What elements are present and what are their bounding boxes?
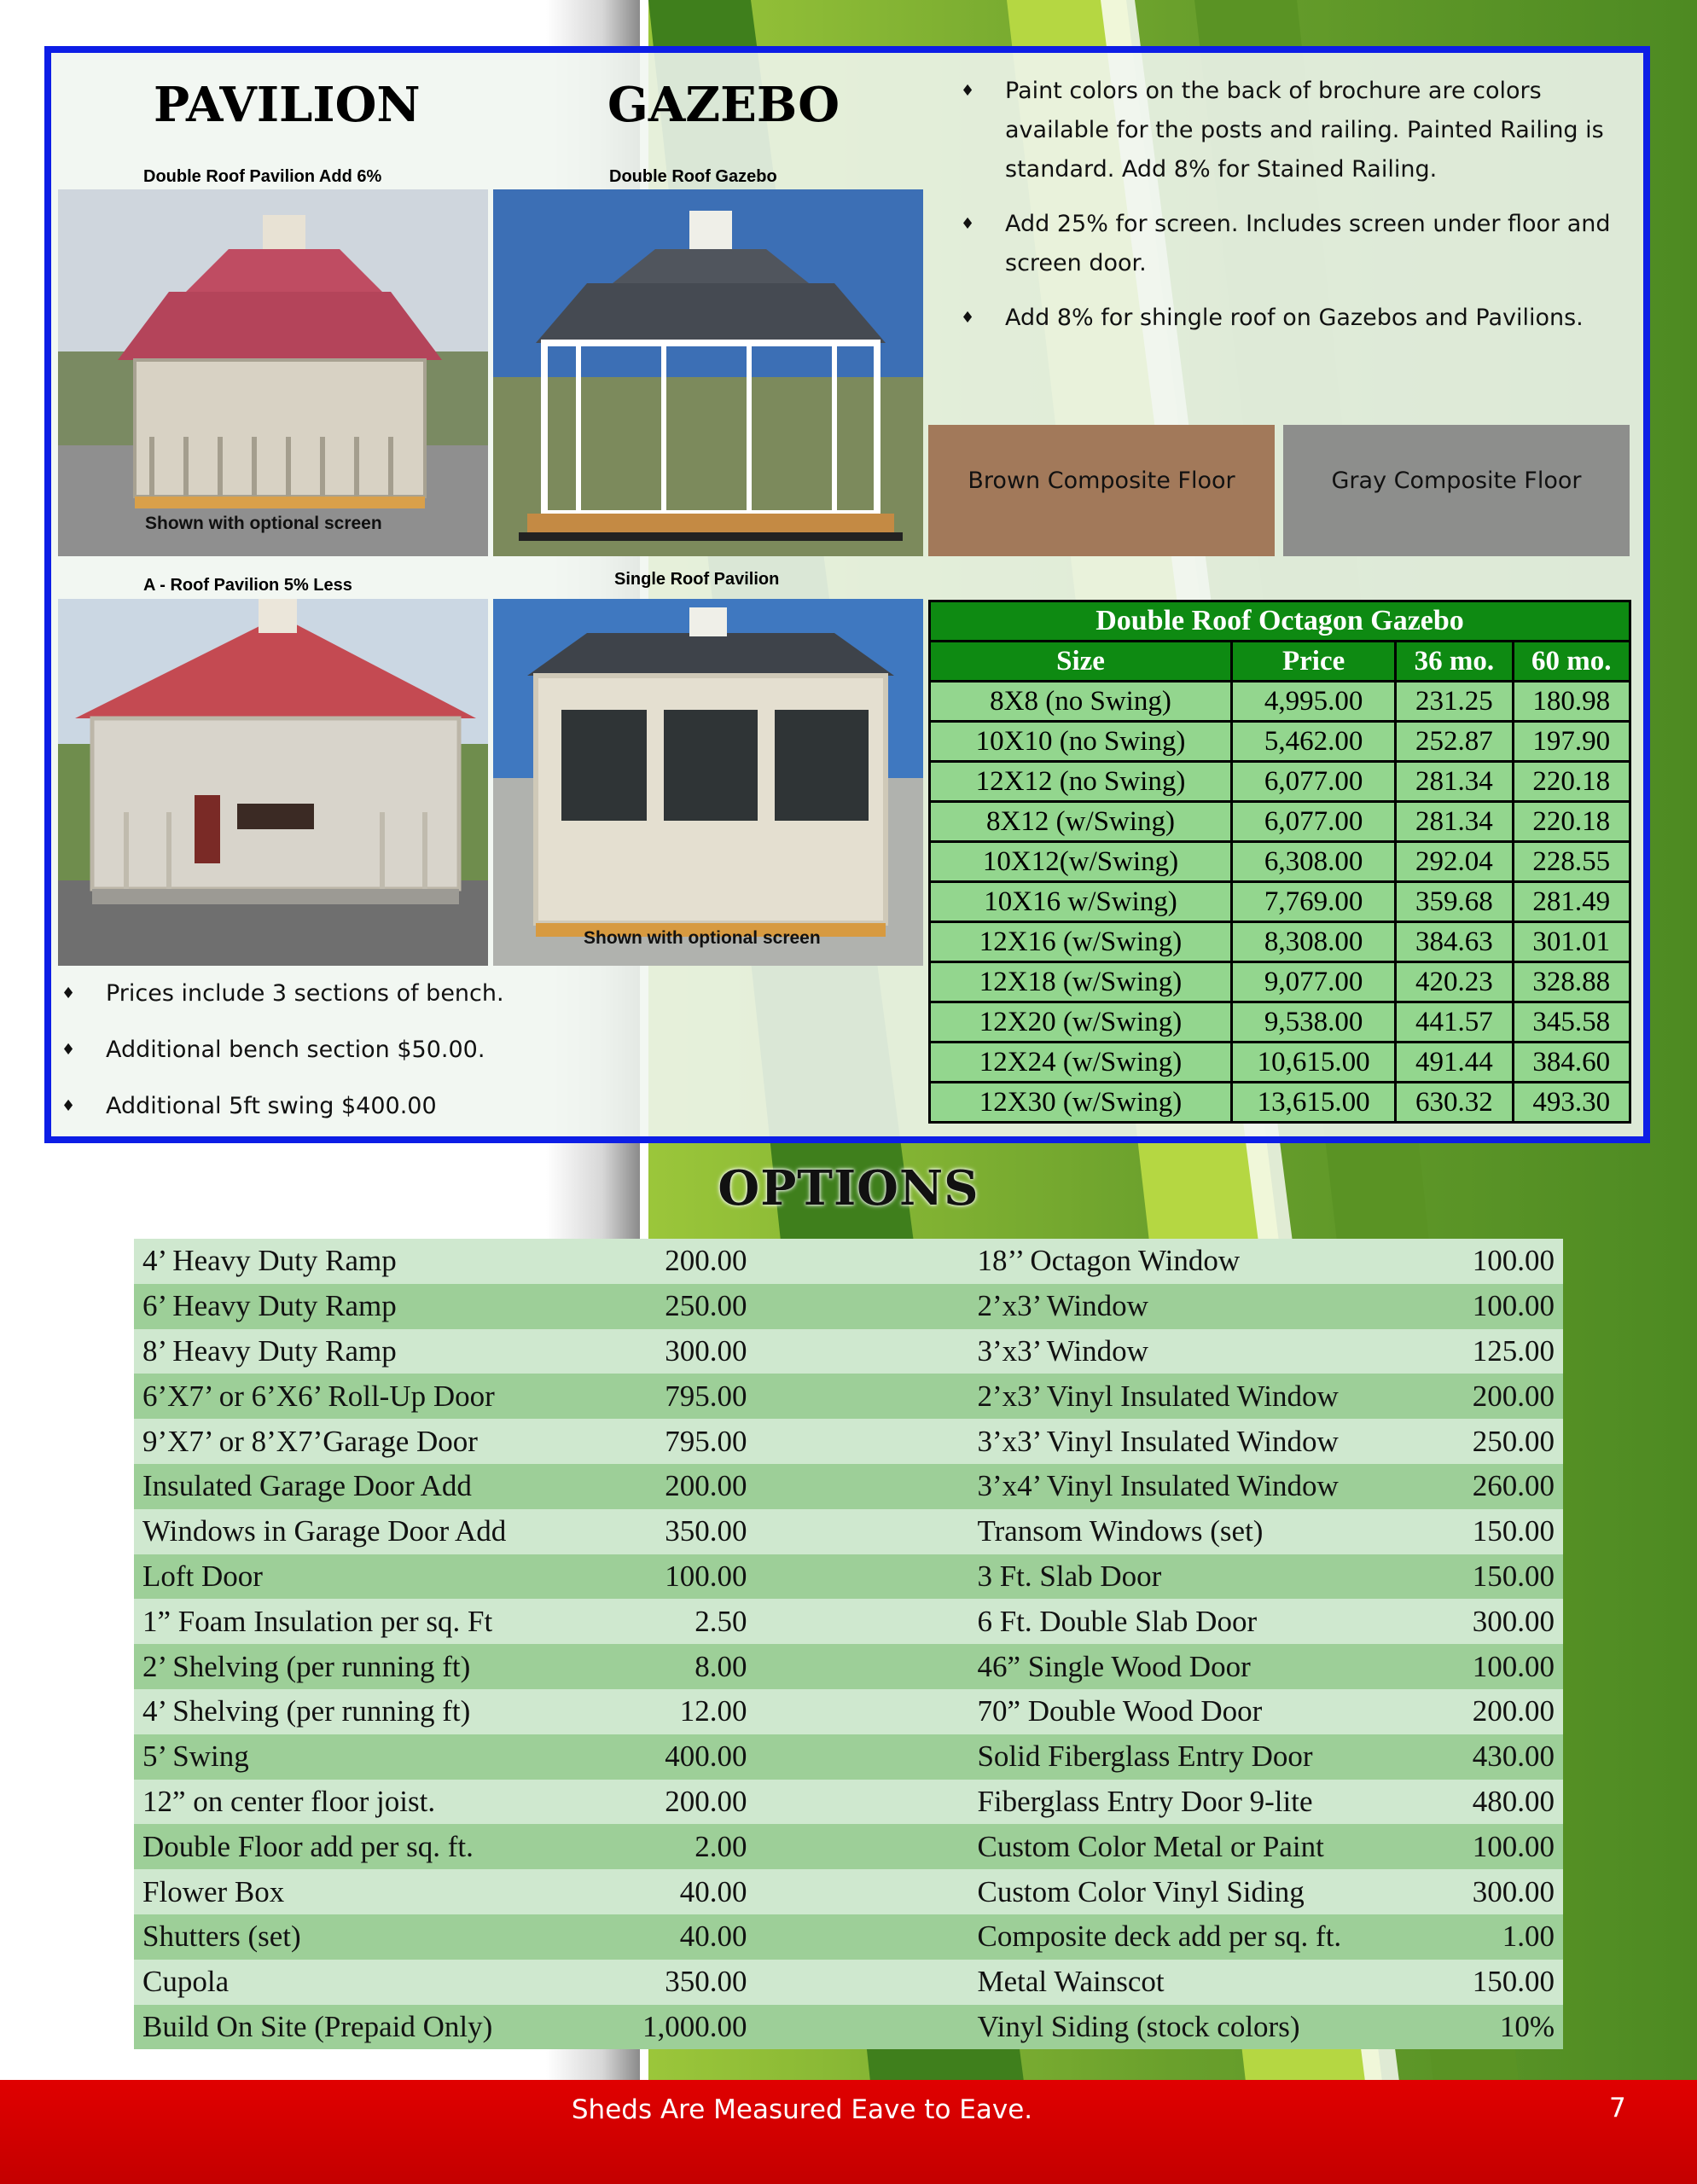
- diamond-bullet-icon: ♦: [961, 82, 975, 100]
- column-gap: [755, 1239, 968, 1284]
- option-price: 200.00: [605, 1239, 755, 1284]
- option-price: 12.00: [605, 1689, 755, 1734]
- option-price: 125.00: [1440, 1329, 1563, 1374]
- option-label: 6’ Heavy Duty Ramp: [134, 1284, 605, 1329]
- option-price: 8.00: [605, 1644, 755, 1689]
- diamond-bullet-icon: ♦: [61, 1041, 76, 1059]
- table-cell: 13,615.00: [1232, 1083, 1396, 1123]
- single-roof-pavilion-photo: [493, 599, 923, 966]
- option-label: 4’ Heavy Duty Ramp: [134, 1239, 605, 1284]
- a-roof-pavilion-photo: [58, 599, 488, 966]
- gazebo-price-table: [928, 600, 1631, 1124]
- bench-bullet: ♦ Prices include 3 sections of bench.: [61, 980, 504, 1007]
- column-gap: [755, 1464, 968, 1509]
- table-row: [930, 762, 1630, 802]
- table-cell: 5,462.00: [1232, 722, 1396, 762]
- option-price: 250.00: [605, 1284, 755, 1329]
- table-cell: 301.01: [1513, 922, 1630, 962]
- table-cell: 197.90: [1513, 722, 1630, 762]
- option-price: 795.00: [605, 1419, 755, 1464]
- diamond-bullet-icon: ♦: [61, 985, 76, 1002]
- table-row: [930, 682, 1630, 722]
- table-row: [930, 1002, 1630, 1043]
- option-label: Insulated Garage Door Add: [134, 1464, 605, 1509]
- option-price: 350.00: [605, 1960, 755, 2005]
- option-label: 46” Single Wood Door: [968, 1644, 1440, 1689]
- table-row: [930, 1083, 1630, 1123]
- photo-note: Shown with optional screen: [145, 514, 382, 533]
- option-price: 1.00: [1440, 1914, 1563, 1960]
- footer-text: Sheds Are Measured Eave to Eave.: [571, 2094, 1033, 2125]
- option-price: 40.00: [605, 1869, 755, 1914]
- column-gap: [755, 1734, 968, 1780]
- column-gap: [755, 1284, 968, 1329]
- column-gap: [755, 1869, 968, 1914]
- option-row: [134, 1464, 1563, 1509]
- table-cell: 12X30 (w/Swing): [930, 1083, 1232, 1123]
- column-gap: [755, 1509, 968, 1554]
- option-label: Fiberglass Entry Door 9-lite: [968, 1780, 1440, 1825]
- option-label: 2’x3’ Vinyl Insulated Window: [968, 1374, 1440, 1419]
- table-cell: 281.49: [1513, 882, 1630, 922]
- option-price: 100.00: [605, 1554, 755, 1600]
- table-cell: 281.34: [1396, 762, 1513, 802]
- option-row: [134, 1374, 1563, 1419]
- option-price: 100.00: [1440, 1239, 1563, 1284]
- table-row: [930, 882, 1630, 922]
- bench-bullet: ♦ Additional 5ft swing $400.00: [61, 1093, 437, 1119]
- option-label: 8’ Heavy Duty Ramp: [134, 1329, 605, 1374]
- table-title: Double Roof Octagon Gazebo: [930, 601, 1630, 642]
- option-label: 5’ Swing: [134, 1734, 605, 1780]
- options-table-body: [134, 1239, 1563, 2049]
- option-label: Transom Windows (set): [968, 1509, 1440, 1554]
- option-label: 3’x3’ Window: [968, 1329, 1440, 1374]
- option-price: 40.00: [605, 1914, 755, 1960]
- option-label: 18’’ Octagon Window: [968, 1239, 1440, 1284]
- table-cell: 9,538.00: [1232, 1002, 1396, 1043]
- table-cell: 384.63: [1396, 922, 1513, 962]
- option-label: Windows in Garage Door Add: [134, 1509, 605, 1554]
- option-label: 3’x4’ Vinyl Insulated Window: [968, 1464, 1440, 1509]
- option-row: [134, 1824, 1563, 1869]
- double-roof-gazebo-photo: [493, 189, 923, 556]
- option-label: 1” Foam Insulation per sq. Ft: [134, 1599, 605, 1644]
- table-row: [930, 922, 1630, 962]
- diamond-bullet-icon: ♦: [961, 215, 975, 233]
- column-header: Size: [930, 642, 1232, 682]
- table-cell: 228.55: [1513, 842, 1630, 882]
- table-cell: 12X12 (no Swing): [930, 762, 1232, 802]
- option-row: [134, 1419, 1563, 1464]
- table-cell: 8X8 (no Swing): [930, 682, 1232, 722]
- table-cell: 231.25: [1396, 682, 1513, 722]
- table-cell: 7,769.00: [1232, 882, 1396, 922]
- option-row: [134, 1734, 1563, 1780]
- option-price: 300.00: [605, 1329, 755, 1374]
- option-price: 1,000.00: [605, 2005, 755, 2050]
- photo-caption: Double Roof Gazebo: [609, 167, 777, 186]
- bench-bullet-list: [61, 979, 539, 1121]
- table-cell: 4,995.00: [1232, 682, 1396, 722]
- info-bullet-list: [961, 72, 1626, 338]
- option-label: Custom Color Vinyl Siding: [968, 1869, 1440, 1914]
- table-cell: 491.44: [1396, 1043, 1513, 1083]
- diamond-bullet-icon: ♦: [961, 309, 975, 327]
- table-cell: 252.87: [1396, 722, 1513, 762]
- options-table: [134, 1239, 1563, 2049]
- option-price: 260.00: [1440, 1464, 1563, 1509]
- option-label: Double Floor add per sq. ft.: [134, 1824, 605, 1869]
- gazebo-table-body: [930, 682, 1630, 1123]
- option-label: 2’x3’ Window: [968, 1284, 1440, 1329]
- option-label: 2’ Shelving (per running ft): [134, 1644, 605, 1689]
- option-row: [134, 1644, 1563, 1689]
- pavilion-heading: PAVILION: [154, 77, 421, 133]
- option-label: Loft Door: [134, 1554, 605, 1600]
- table-cell: 10,615.00: [1232, 1043, 1396, 1083]
- option-label: Solid Fiberglass Entry Door: [968, 1734, 1440, 1780]
- option-price: 2.00: [605, 1824, 755, 1869]
- table-cell: 8X12 (w/Swing): [930, 802, 1232, 842]
- column-gap: [755, 1644, 968, 1689]
- option-label: 6 Ft. Double Slab Door: [968, 1599, 1440, 1644]
- option-row: [134, 1914, 1563, 1960]
- bench-bullet: ♦ Additional bench section $50.00.: [61, 1037, 485, 1063]
- option-price: 400.00: [605, 1734, 755, 1780]
- option-row: [134, 1329, 1563, 1374]
- table-cell: 345.58: [1513, 1002, 1630, 1043]
- options-title: OPTIONS: [718, 1160, 979, 1217]
- table-cell: 281.34: [1396, 802, 1513, 842]
- option-price: 300.00: [1440, 1869, 1563, 1914]
- table-cell: 12X16 (w/Swing): [930, 922, 1232, 962]
- column-gap: [755, 2005, 968, 2050]
- option-price: 480.00: [1440, 1780, 1563, 1825]
- table-cell: 6,308.00: [1232, 842, 1396, 882]
- option-row: [134, 1960, 1563, 2005]
- column-gap: [755, 1689, 968, 1734]
- option-row: [134, 1239, 1563, 1284]
- table-cell: 493.30: [1513, 1083, 1630, 1123]
- column-gap: [755, 1329, 968, 1374]
- table-cell: 359.68: [1396, 882, 1513, 922]
- option-label: Metal Wainscot: [968, 1960, 1440, 2005]
- option-label: 70” Double Wood Door: [968, 1689, 1440, 1734]
- double-roof-pavilion-photo: [58, 189, 488, 556]
- option-price: 150.00: [1440, 1960, 1563, 2005]
- table-cell: 12X20 (w/Swing): [930, 1002, 1232, 1043]
- option-row: [134, 2005, 1563, 2050]
- option-price: 100.00: [1440, 1644, 1563, 1689]
- column-gap: [755, 1914, 968, 1960]
- table-cell: 220.18: [1513, 802, 1630, 842]
- page-number: 7: [1609, 2093, 1626, 2123]
- option-price: 200.00: [605, 1464, 755, 1509]
- column-header: 60 mo.: [1513, 642, 1630, 682]
- column-gap: [755, 1374, 968, 1419]
- option-row: [134, 1554, 1563, 1600]
- option-row: [134, 1284, 1563, 1329]
- table-row: [930, 842, 1630, 882]
- option-label: 9’X7’ or 8’X7’Garage Door: [134, 1419, 605, 1464]
- option-price: 10%: [1440, 2005, 1563, 2050]
- table-cell: 384.60: [1513, 1043, 1630, 1083]
- option-price: 150.00: [1440, 1509, 1563, 1554]
- table-cell: 9,077.00: [1232, 962, 1396, 1002]
- column-gap: [755, 1554, 968, 1600]
- option-price: 2.50: [605, 1599, 755, 1644]
- column-header: Price: [1232, 642, 1396, 682]
- option-price: 250.00: [1440, 1419, 1563, 1464]
- option-label: Vinyl Siding (stock colors): [968, 2005, 1440, 2050]
- option-label: 6’X7’ or 6’X6’ Roll-Up Door: [134, 1374, 605, 1419]
- table-cell: 292.04: [1396, 842, 1513, 882]
- column-gap: [755, 1419, 968, 1464]
- column-gap: [755, 1824, 968, 1869]
- photo-caption: Single Roof Pavilion: [614, 570, 780, 589]
- photo-caption: A - Roof Pavilion 5% Less: [143, 576, 352, 595]
- table-row: [930, 962, 1630, 1002]
- info-bullet: ♦ Paint colors on the back of brochure are colors available for the posts and railing. Painted Railing is standard. Add 8% for Stained Railing.: [961, 72, 1626, 189]
- table-cell: 12X24 (w/Swing): [930, 1043, 1232, 1083]
- option-row: [134, 1780, 1563, 1825]
- diamond-bullet-icon: ♦: [61, 1097, 76, 1115]
- column-gap: [755, 1599, 968, 1644]
- option-price: 200.00: [1440, 1689, 1563, 1734]
- option-label: Shutters (set): [134, 1914, 605, 1960]
- option-price: 150.00: [1440, 1554, 1563, 1600]
- table-cell: 8,308.00: [1232, 922, 1396, 962]
- option-label: Composite deck add per sq. ft.: [968, 1914, 1440, 1960]
- option-label: Cupola: [134, 1960, 605, 2005]
- table-cell: 12X18 (w/Swing): [930, 962, 1232, 1002]
- option-label: 12” on center floor joist.: [134, 1780, 605, 1825]
- option-label: 4’ Shelving (per running ft): [134, 1689, 605, 1734]
- table-cell: 10X16 w/Swing): [930, 882, 1232, 922]
- option-price: 100.00: [1440, 1824, 1563, 1869]
- option-label: Build On Site (Prepaid Only): [134, 2005, 605, 2050]
- photo-caption: Double Roof Pavilion Add 6%: [143, 167, 382, 186]
- gazebo-heading: GAZEBO: [607, 77, 840, 133]
- table-cell: 6,077.00: [1232, 762, 1396, 802]
- option-price: 200.00: [605, 1780, 755, 1825]
- option-row: [134, 1509, 1563, 1554]
- table-row: [930, 722, 1630, 762]
- option-row: [134, 1869, 1563, 1914]
- option-price: 430.00: [1440, 1734, 1563, 1780]
- gray-composite-floor-swatch: Gray Composite Floor: [1283, 425, 1630, 556]
- column-gap: [755, 1960, 968, 2005]
- table-row: [930, 802, 1630, 842]
- table-row: [930, 1043, 1630, 1083]
- table-cell: 10X12(w/Swing): [930, 842, 1232, 882]
- option-label: Flower Box: [134, 1869, 605, 1914]
- photo-note: Shown with optional screen: [584, 928, 821, 948]
- info-bullet: ♦ Add 25% for screen. Includes screen under floor and screen door.: [961, 205, 1626, 283]
- option-price: 100.00: [1440, 1284, 1563, 1329]
- option-row: [134, 1599, 1563, 1644]
- info-bullet: ♦ Add 8% for shingle roof on Gazebos and Pavilions.: [961, 299, 1626, 338]
- option-price: 200.00: [1440, 1374, 1563, 1419]
- table-cell: 328.88: [1513, 962, 1630, 1002]
- table-cell: 180.98: [1513, 682, 1630, 722]
- table-cell: 220.18: [1513, 762, 1630, 802]
- option-price: 350.00: [605, 1509, 755, 1554]
- table-cell: 630.32: [1396, 1083, 1513, 1123]
- table-cell: 441.57: [1396, 1002, 1513, 1043]
- option-label: Custom Color Metal or Paint: [968, 1824, 1440, 1869]
- column-gap: [755, 1780, 968, 1825]
- table-cell: 6,077.00: [1232, 802, 1396, 842]
- brown-composite-floor-swatch: Brown Composite Floor: [928, 425, 1275, 556]
- option-row: [134, 1689, 1563, 1734]
- option-price: 300.00: [1440, 1599, 1563, 1644]
- column-header: 36 mo.: [1396, 642, 1513, 682]
- option-label: 3’x3’ Vinyl Insulated Window: [968, 1419, 1440, 1464]
- table-cell: 420.23: [1396, 962, 1513, 1002]
- option-label: 3 Ft. Slab Door: [968, 1554, 1440, 1600]
- option-price: 795.00: [605, 1374, 755, 1419]
- table-cell: 10X10 (no Swing): [930, 722, 1232, 762]
